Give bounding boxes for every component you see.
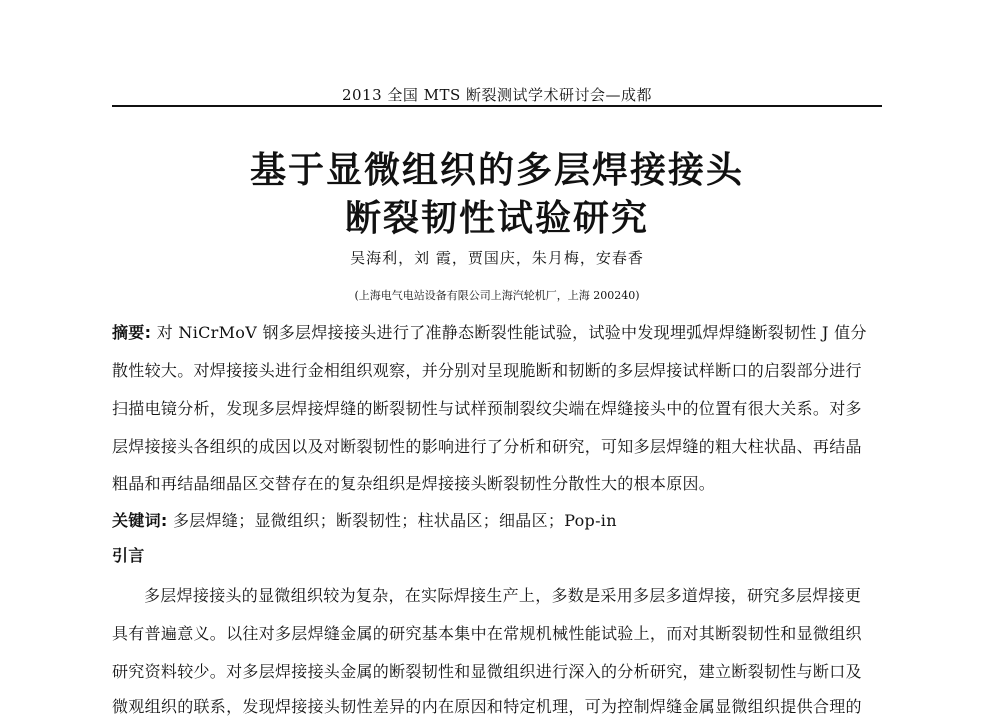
keywords-label: 关键词:	[112, 511, 168, 530]
intro-line-4: 微观组织的联系，发现焊接接头韧性差异的内在原因和特定机理，可为控制焊缝金属显微组织提供合理的	[112, 697, 862, 716]
affiliation: (上海电气电站设备有限公司上海汽轮机厂，上海 200240)	[354, 289, 640, 302]
keywords-line	[112, 508, 882, 531]
authors: 吴海利，刘 霞，贾国庆，朱月梅，安春香	[350, 249, 644, 267]
intro-line-3: 研究资料较少。对多层焊接接头金属的断裂韧性和显微组织进行深入的分析研究，建立断裂韧性与断口及	[112, 662, 862, 681]
paper-title-line-1: 基于显微组织的多层焊接接头	[249, 150, 744, 191]
keywords-text: 多层焊缝；显微组织；断裂韧性；柱状晶区；细晶区；Pop-in	[173, 511, 617, 530]
intro-line-1: 多层焊接接头的显微组织较为复杂，在实际焊接生产上，多数是采用多层多道焊接，研究多层焊接更	[144, 586, 862, 605]
abstract-label: 摘要:	[112, 323, 152, 342]
abstract-line-3: 扫描电镜分析，发现多层焊接焊缝的断裂韧性与试样预制裂纹尖端在焊缝接头中的位置有很大关系。对多	[112, 399, 862, 418]
paper-title-line-2: 断裂韧性试验研究	[344, 198, 649, 239]
abstract-line-4: 层焊接接头各组织的成因以及对断裂韧性的影响进行了分析和研究，可知多层焊缝的粗大柱状晶、再结晶	[112, 437, 862, 456]
intro-line-2: 具有普遍意义。以往对多层焊缝金属的研究基本集中在常规机械性能试验上，而对其断裂韧性和显微组织	[112, 624, 862, 643]
section-heading-intro: 引言	[112, 546, 145, 565]
abstract-line-2: 散性较大。对焊接接头进行金相组织观察，并分别对呈现脆断和韧断的多层焊接试样断口的启裂部分进行	[112, 361, 862, 380]
running-header: 2013 全国 MTS 断裂测试学术研讨会—成都	[341, 86, 653, 104]
header-rule	[112, 105, 882, 107]
abstract-line-5: 粗晶和再结晶细晶区交替存在的复杂组织是焊接接头断裂韧性分散性大的根本原因。	[112, 474, 716, 493]
abstract-line-1	[112, 320, 882, 343]
abstract-text: 对 NiCrMoV 钢多层焊接接头进行了准静态断裂性能试验，试验中发现埋弧焊焊缝断裂韧性 J 值分	[156, 323, 867, 342]
